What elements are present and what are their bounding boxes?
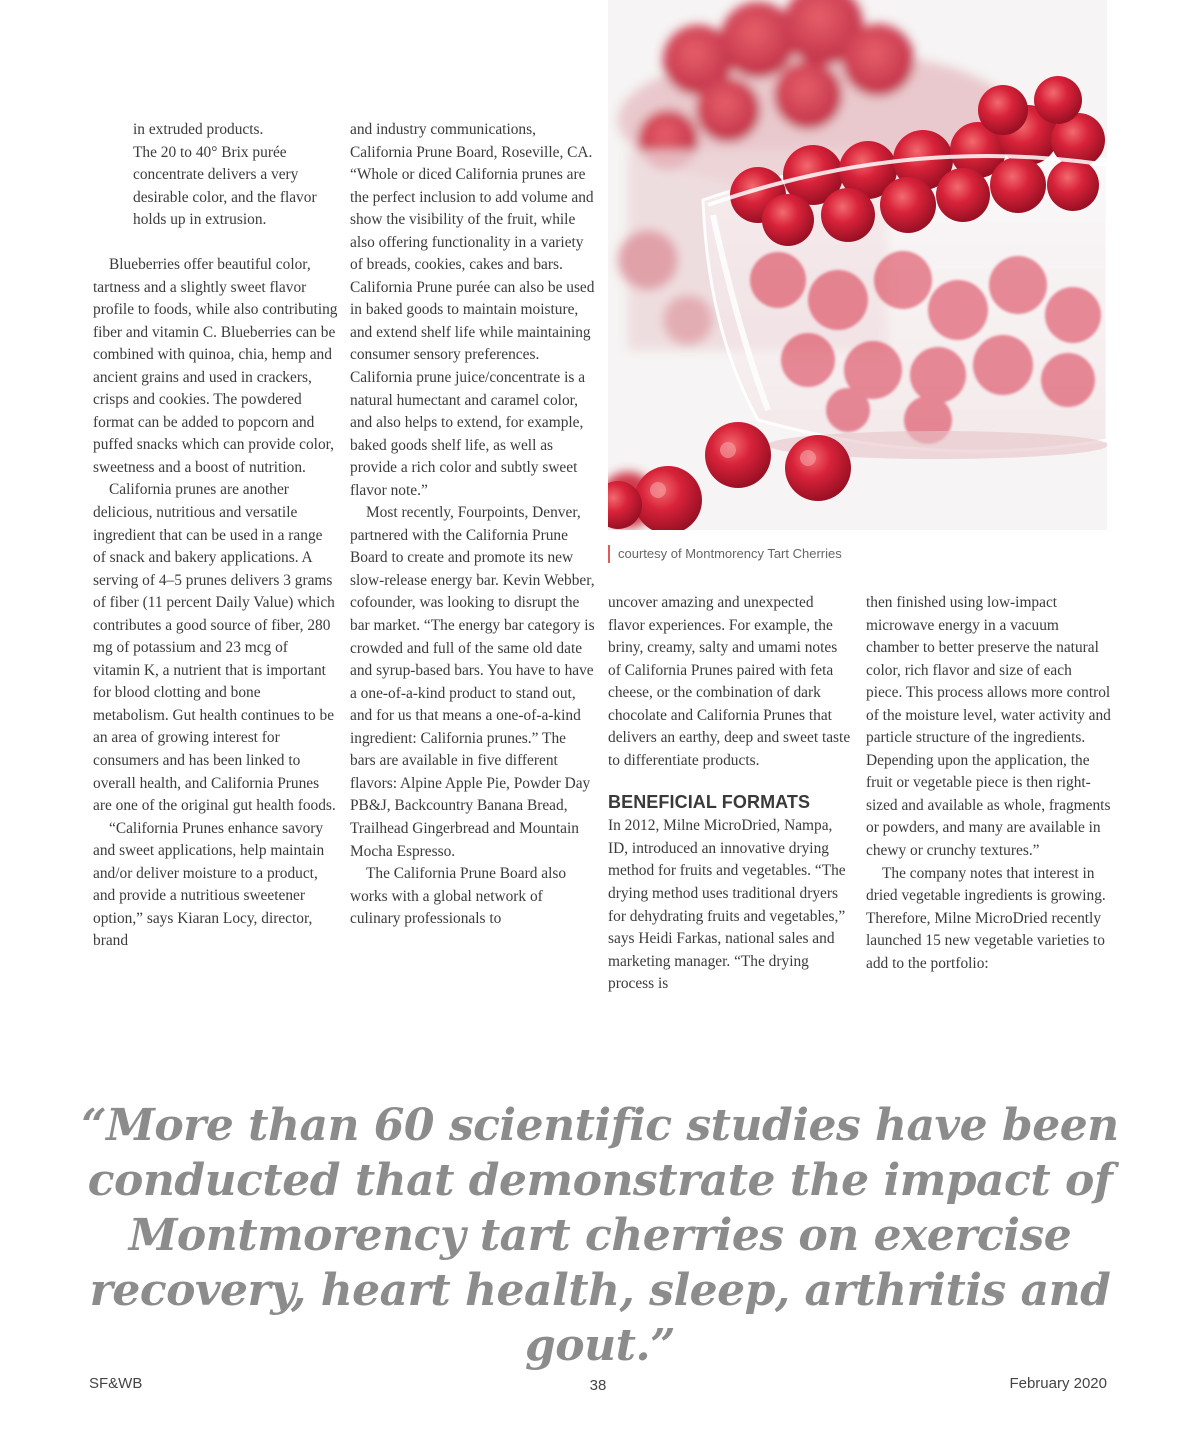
paragraph: The company notes that interest in dried vegetable ingredients is growing. Therefore, Milne MicroDried recently launched 15 new vegetable varieties to add to the portfolio: bbox=[866, 864, 1106, 972]
cherries-illustration bbox=[608, 0, 1107, 530]
paragraph: “California Prunes enhance savory and sweet applications, help maintain and/or deliver moisture to a product, and provide a nutritious sweetener option,” says Kiaran Locy, director, brand bbox=[93, 819, 325, 950]
paragraph: In 2012, Milne MicroDried, Nampa, ID, introduced an innovative drying method for fruits and vegetables. “The drying method uses traditional dryers for dehydrating fruits and vegetables,” says Heidi Farkas, national sales and marketing manager. “The drying process is bbox=[608, 817, 846, 993]
paragraph: The 20 to 40° Brix purée concentrate delivers a very desirable color, and the flavor holds up in extrusion. bbox=[133, 143, 317, 229]
paragraph: Blueberries offer beautiful color, tartness and a slightly sweet flavor profile to foods, while also contributing fiber and vitamin C. Blueberries can be combined with quinoa, chia, hemp and ancient grains and used in crackers, crisps and cookies. The powdered format can be added to popcorn and puffed snacks which can provide color, sweetness and a boost of nutrition. bbox=[93, 256, 338, 476]
footer-page-number: 38 bbox=[589, 1377, 607, 1394]
paragraph: and industry communications, California Prune Board, Roseville, CA. “Whole or diced California prunes are the perfect inclusion to add volume and show the visibility of the fruit, while also offering functionality in a variety of breads, cookies, cakes and bars. California Prune purée can also be used in baked goods to maintain moisture, and extend shelf life while maintaining consumer sensory preferences. California prune juice/concentrate is a natural humectant and caramel color, and also helps to extend, for example, baked goods shelf life, as well as provide a rich color and subtly sweet flavor note.” bbox=[350, 121, 595, 499]
paragraph: The California Prune Board also works with a global network of culinary professionals to bbox=[350, 865, 567, 928]
column-3 bbox=[608, 592, 853, 996]
pull-quote: “More than 60 scientific studies have been conducted that demonstrate the impact of Montmorency tart cherries on exercise recovery, heart health, sleep, arthritis and gout.” bbox=[81, 1100, 1119, 1371]
tart-cherries-photo bbox=[608, 0, 1107, 530]
paragraph: then finished using low-impact microwave energy in a vacuum chamber to better preserve the natural color, rich flavor and size of each piece. This process allows more control of the moisture level, water activity and particle structure of the ingredients. Depending upon the application, the fruit or vegetable piece is then right-sized and available as whole, fragments or powders, and many are available in chewy or crunchy textures.” bbox=[866, 594, 1111, 860]
paragraph: uncover amazing and unexpected flavor experiences. For example, the briny, creamy, salty and umami notes of California Prunes paired with feta cheese, or the combination of dark chocolate and California Prunes that delivers an earthy, deep and sweet taste to differentiate products. bbox=[608, 594, 851, 769]
column-1 bbox=[93, 254, 338, 953]
paragraph: California prunes are another delicious, nutritious and versatile ingredient that can be used in a range of snack and bakery applications. A serving of 4–5 prunes delivers 3 grams of fiber (11 percent Daily Value) which contributes a good source of fiber, 280 mg of potassium and 23 mcg of vitamin K, a nutrient that is important for blood clotting and bone metabolism. Gut health continues to be an area of growing interest for consumers and has been linked to overall health, and California Prunes are one of the original gut health foods. bbox=[93, 481, 336, 815]
footer-date: February 2020 bbox=[1009, 1375, 1107, 1392]
photo-caption: courtesy of Montmorency Tart Cherries bbox=[608, 545, 842, 563]
column-1-top bbox=[133, 119, 338, 232]
section-heading: BENEFICIAL FORMATS bbox=[608, 792, 811, 813]
paragraph: Most recently, Fourpoints, Denver, partnered with the California Prune Board to create and promote its new slow-release energy bar. Kevin Webber, cofounder, was looking to disrupt the bar market. “The energy bar category is crowded and full of the same old date and syrup-based bars. You have to have a one-of-a-kind product to stand out, and for us that means a one-of-a-kind ingredient: California prunes.” The bars are available in five different flavors: Alpine Apple Pie, Powder Day PB&J, Backcountry Banana Bread, Trailhead Gingerbread and Mountain Mocha Espresso. bbox=[350, 504, 595, 860]
column-2 bbox=[350, 119, 595, 931]
footer-publication: SF&WB bbox=[89, 1375, 143, 1392]
paragraph: in extruded products. bbox=[133, 121, 264, 138]
column-4 bbox=[866, 592, 1111, 975]
